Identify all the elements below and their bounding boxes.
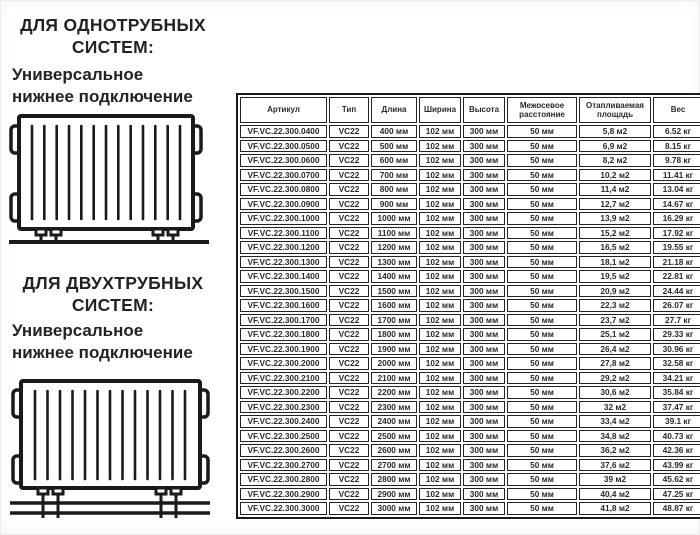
table-row	[240, 401, 700, 414]
table-cell: 2800 мм	[371, 473, 417, 486]
table-cell: 50 мм	[507, 140, 577, 153]
table-cell: 18,1 м2	[579, 256, 651, 269]
table-cell: 50 мм	[507, 502, 577, 515]
radiator-two-pipe-diagram	[8, 372, 213, 524]
table-cell: 300 мм	[463, 125, 505, 138]
table-cell: 300 мм	[463, 285, 505, 298]
table-cell: VC22	[329, 328, 369, 341]
subheading-universal-bottom-connection-2	[12, 320, 224, 364]
table-cell: 2500 мм	[371, 430, 417, 443]
table-cell: 2700 мм	[371, 459, 417, 472]
table-cell: 29.33 кг	[653, 328, 700, 341]
table-cell: 300 мм	[463, 473, 505, 486]
table-cell: VF.VC.22.300.2700	[240, 459, 327, 472]
table-cell: 300 мм	[463, 212, 505, 225]
table-cell: 50 мм	[507, 473, 577, 486]
table-cell: 102 мм	[419, 488, 461, 501]
table-row	[240, 212, 700, 225]
table-cell: 102 мм	[419, 372, 461, 385]
table-cell: 300 мм	[463, 299, 505, 312]
table-cell: 45.62 кг	[653, 473, 700, 486]
table-cell: 2600 мм	[371, 444, 417, 457]
table-cell: 300 мм	[463, 256, 505, 269]
table-cell: 50 мм	[507, 314, 577, 327]
table-row	[240, 154, 700, 167]
table-cell: 35.84 кг	[653, 386, 700, 399]
table-row	[240, 415, 700, 428]
table-cell: 102 мм	[419, 183, 461, 196]
table-cell: VF.VC.22.300.2900	[240, 488, 327, 501]
table-cell: VC22	[329, 502, 369, 515]
table-cell: VC22	[329, 270, 369, 283]
table-cell: 1000 мм	[371, 212, 417, 225]
table-cell: 2000 мм	[371, 357, 417, 370]
table-cell: 25,1 м2	[579, 328, 651, 341]
table-cell: 300 мм	[463, 183, 505, 196]
table-cell: VF.VC.22.300.2400	[240, 415, 327, 428]
heading-line: ДЛЯ ДВУХТРУБНЫХ	[22, 273, 204, 293]
table-row	[240, 270, 700, 283]
table-cell: VF.VC.22.300.1700	[240, 314, 327, 327]
table-cell: 102 мм	[419, 444, 461, 457]
table-cell: 50 мм	[507, 343, 577, 356]
table-cell: 1800 мм	[371, 328, 417, 341]
column-header-axle-distance: Межосевое расстояние	[507, 97, 577, 123]
table-cell: 8,2 м2	[579, 154, 651, 167]
table-cell: VC22	[329, 488, 369, 501]
table-cell: 16.29 кг	[653, 212, 700, 225]
table-cell: VF.VC.22.300.2000	[240, 357, 327, 370]
column-header-length: Длина	[371, 97, 417, 123]
table-cell: VC22	[329, 140, 369, 153]
table-cell: 36,2 м2	[579, 444, 651, 457]
table-cell: 102 мм	[419, 502, 461, 515]
table-cell: 102 мм	[419, 285, 461, 298]
table-row	[240, 444, 700, 457]
table-cell: 41,8 м2	[579, 502, 651, 515]
table-cell: VF.VC.22.300.0900	[240, 198, 327, 211]
table-cell: VF.VC.22.300.2600	[240, 444, 327, 457]
table-cell: 16,5 м2	[579, 241, 651, 254]
table-cell: 102 мм	[419, 270, 461, 283]
table-row	[240, 459, 700, 472]
table-cell: VF.VC.22.300.2200	[240, 386, 327, 399]
table-cell: 21.18 кг	[653, 256, 700, 269]
column-header-type: Тип	[329, 97, 369, 123]
table-cell: 300 мм	[463, 459, 505, 472]
table-cell: 300 мм	[463, 357, 505, 370]
table-cell: 30.96 кг	[653, 343, 700, 356]
table-cell: 102 мм	[419, 212, 461, 225]
table-cell: VC22	[329, 343, 369, 356]
table-cell: 300 мм	[463, 314, 505, 327]
table-cell: 102 мм	[419, 357, 461, 370]
table-cell: 300 мм	[463, 415, 505, 428]
table-cell: 300 мм	[463, 430, 505, 443]
table-cell: 50 мм	[507, 270, 577, 283]
table-cell: 27,8 м2	[579, 357, 651, 370]
table-cell: 500 мм	[371, 140, 417, 153]
table-cell: VF.VC.22.300.3000	[240, 502, 327, 515]
table-cell: 102 мм	[419, 473, 461, 486]
table-cell: 102 мм	[419, 401, 461, 414]
table-cell: 13,9 м2	[579, 212, 651, 225]
table-cell: 300 мм	[463, 169, 505, 182]
table-cell: VF.VC.22.300.2100	[240, 372, 327, 385]
table-cell: VC22	[329, 386, 369, 399]
table-cell: VC22	[329, 430, 369, 443]
table-cell: VC22	[329, 256, 369, 269]
table-cell: 50 мм	[507, 299, 577, 312]
table-cell: 50 мм	[507, 415, 577, 428]
table-cell: 400 мм	[371, 125, 417, 138]
table-cell: 43.99 кг	[653, 459, 700, 472]
radiator-spec-table	[236, 93, 700, 519]
table-cell: 2400 мм	[371, 415, 417, 428]
table-cell: 102 мм	[419, 328, 461, 341]
table-cell: 1200 мм	[371, 241, 417, 254]
table-cell: VC22	[329, 357, 369, 370]
table-cell: 300 мм	[463, 154, 505, 167]
table-cell: 50 мм	[507, 154, 577, 167]
table-cell: 1900 мм	[371, 343, 417, 356]
table-cell: VC22	[329, 154, 369, 167]
table-cell: 40.73 кг	[653, 430, 700, 443]
table-cell: VF.VC.22.300.2500	[240, 430, 327, 443]
spec-table-body	[240, 125, 700, 515]
table-cell: VF.VC.22.300.2800	[240, 473, 327, 486]
table-cell: 39 м2	[579, 473, 651, 486]
table-cell: VC22	[329, 372, 369, 385]
table-cell: 5,8 м2	[579, 125, 651, 138]
table-row	[240, 357, 700, 370]
table-cell: 300 мм	[463, 386, 505, 399]
table-cell: 22,3 м2	[579, 299, 651, 312]
table-cell: 300 мм	[463, 241, 505, 254]
subheading-line: нижнее подключение	[12, 343, 193, 363]
table-row	[240, 241, 700, 254]
table-cell: 102 мм	[419, 140, 461, 153]
table-cell: 32 м2	[579, 401, 651, 414]
table-cell: 47.25 кг	[653, 488, 700, 501]
table-cell: 50 мм	[507, 227, 577, 240]
subheading-line: Универсальное	[12, 321, 144, 340]
table-cell: 2200 мм	[371, 386, 417, 399]
table-cell: 50 мм	[507, 401, 577, 414]
table-row	[240, 430, 700, 443]
table-cell: 39.1 кг	[653, 415, 700, 428]
table-cell: 15,2 м2	[579, 227, 651, 240]
table-cell: 2100 мм	[371, 372, 417, 385]
table-cell: 900 мм	[371, 198, 417, 211]
table-cell: 50 мм	[507, 169, 577, 182]
column-header-weight: Вес	[653, 97, 700, 123]
heading-two-pipe-systems	[12, 272, 214, 317]
table-cell: 9.78 кг	[653, 154, 700, 167]
table-cell: VC22	[329, 444, 369, 457]
table-cell: 50 мм	[507, 357, 577, 370]
table-row	[240, 169, 700, 182]
table-cell: 1700 мм	[371, 314, 417, 327]
table-cell: 300 мм	[463, 372, 505, 385]
table-cell: VF.VC.22.300.0400	[240, 125, 327, 138]
table-cell: 42.36 кг	[653, 444, 700, 457]
table-cell: 50 мм	[507, 183, 577, 196]
table-cell: 19,5 м2	[579, 270, 651, 283]
table-cell: 102 мм	[419, 415, 461, 428]
table-cell: 50 мм	[507, 372, 577, 385]
column-header-heated-area: Отапливаемая площадь	[579, 97, 651, 123]
table-cell: 50 мм	[507, 459, 577, 472]
table-cell: VF.VC.22.300.2300	[240, 401, 327, 414]
table-cell: 32.58 кг	[653, 357, 700, 370]
table-cell: VC22	[329, 285, 369, 298]
table-cell: 37,6 м2	[579, 459, 651, 472]
table-cell: 300 мм	[463, 270, 505, 283]
table-cell: VF.VC.22.300.1600	[240, 299, 327, 312]
table-cell: 34,8 м2	[579, 430, 651, 443]
table-cell: 50 мм	[507, 256, 577, 269]
table-cell: 300 мм	[463, 502, 505, 515]
radiator-single-pipe-diagram	[8, 106, 213, 246]
table-cell: 800 мм	[371, 183, 417, 196]
table-cell: 6,9 м2	[579, 140, 651, 153]
table-row	[240, 299, 700, 312]
table-cell: 1300 мм	[371, 256, 417, 269]
table-cell: VC22	[329, 473, 369, 486]
table-row	[240, 386, 700, 399]
table-cell: 300 мм	[463, 401, 505, 414]
table-cell: 300 мм	[463, 488, 505, 501]
table-cell: 37.47 кг	[653, 401, 700, 414]
table-cell: 102 мм	[419, 227, 461, 240]
table-cell: VC22	[329, 459, 369, 472]
table-cell: 50 мм	[507, 212, 577, 225]
table-cell: VC22	[329, 183, 369, 196]
subheading-line: Универсальное	[12, 65, 144, 84]
table-cell: 48.87 кг	[653, 502, 700, 515]
table-cell: 6.52 кг	[653, 125, 700, 138]
table-cell: VF.VC.22.300.1800	[240, 328, 327, 341]
table-cell: 300 мм	[463, 328, 505, 341]
table-cell: 102 мм	[419, 343, 461, 356]
table-cell: 300 мм	[463, 343, 505, 356]
heading-line: СИСТЕМ:	[71, 37, 155, 58]
table-cell: VF.VC.22.300.0500	[240, 140, 327, 153]
table-cell: 1100 мм	[371, 227, 417, 240]
column-header-height: Высота	[463, 97, 505, 123]
table-cell: 2300 мм	[371, 401, 417, 414]
table-cell: VC22	[329, 415, 369, 428]
table-cell: 50 мм	[507, 285, 577, 298]
table-cell: 102 мм	[419, 154, 461, 167]
table-cell: 26.07 кг	[653, 299, 700, 312]
table-cell: 50 мм	[507, 386, 577, 399]
table-cell: VF.VC.22.300.1200	[240, 241, 327, 254]
table-cell: 102 мм	[419, 386, 461, 399]
table-cell: 40,4 м2	[579, 488, 651, 501]
table-cell: VC22	[329, 227, 369, 240]
table-cell: 10,2 м2	[579, 169, 651, 182]
table-cell: 102 мм	[419, 314, 461, 327]
table-cell: 11,4 м2	[579, 183, 651, 196]
table-cell: 50 мм	[507, 430, 577, 443]
table-cell: 102 мм	[419, 430, 461, 443]
table-cell: 102 мм	[419, 459, 461, 472]
table-cell: 22.81 кг	[653, 270, 700, 283]
table-row	[240, 140, 700, 153]
spec-table-container	[236, 93, 694, 519]
column-header-width: Ширина	[419, 97, 461, 123]
table-cell: VC22	[329, 314, 369, 327]
table-cell: 102 мм	[419, 125, 461, 138]
table-cell: 2900 мм	[371, 488, 417, 501]
table-cell: 14.67 кг	[653, 198, 700, 211]
table-row	[240, 285, 700, 298]
table-row	[240, 125, 700, 138]
table-row	[240, 314, 700, 327]
table-row	[240, 502, 700, 515]
table-cell: 24.44 кг	[653, 285, 700, 298]
table-cell: VF.VC.22.300.0800	[240, 183, 327, 196]
table-cell: 300 мм	[463, 227, 505, 240]
table-cell: 1600 мм	[371, 299, 417, 312]
table-cell: VC22	[329, 198, 369, 211]
table-cell: 23,7 м2	[579, 314, 651, 327]
table-cell: VC22	[329, 401, 369, 414]
table-cell: 33,4 м2	[579, 415, 651, 428]
table-cell: VF.VC.22.300.1900	[240, 343, 327, 356]
table-row	[240, 473, 700, 486]
table-cell: 50 мм	[507, 198, 577, 211]
table-cell: 3000 мм	[371, 502, 417, 515]
table-cell: VF.VC.22.300.0600	[240, 154, 327, 167]
table-cell: 600 мм	[371, 154, 417, 167]
table-cell: 27.7 кг	[653, 314, 700, 327]
table-cell: VF.VC.22.300.1300	[240, 256, 327, 269]
subheading-line: нижнее подключение	[12, 87, 193, 107]
table-cell: 50 мм	[507, 488, 577, 501]
table-cell: VC22	[329, 125, 369, 138]
table-cell: VF.VC.22.300.1000	[240, 212, 327, 225]
table-row	[240, 343, 700, 356]
heading-line: СИСТЕМ:	[71, 295, 155, 316]
table-cell: 20,9 м2	[579, 285, 651, 298]
column-header-article: Артикул	[240, 97, 327, 123]
table-cell: 102 мм	[419, 299, 461, 312]
table-header	[240, 97, 700, 123]
table-cell: VC22	[329, 299, 369, 312]
table-cell: 50 мм	[507, 241, 577, 254]
table-cell: 17.92 кг	[653, 227, 700, 240]
table-cell: 26,4 м2	[579, 343, 651, 356]
heading-single-pipe-systems	[12, 14, 214, 59]
table-cell: 102 мм	[419, 198, 461, 211]
table-cell: VC22	[329, 241, 369, 254]
table-cell: 102 мм	[419, 241, 461, 254]
table-cell: 19.55 кг	[653, 241, 700, 254]
table-cell: 300 мм	[463, 444, 505, 457]
table-cell: 8.15 кг	[653, 140, 700, 153]
table-cell: 13.04 кг	[653, 183, 700, 196]
table-cell: VC22	[329, 212, 369, 225]
table-cell: VF.VC.22.300.1500	[240, 285, 327, 298]
table-row	[240, 256, 700, 269]
table-cell: 700 мм	[371, 169, 417, 182]
table-cell: 34.21 кг	[653, 372, 700, 385]
table-row	[240, 183, 700, 196]
table-cell: 102 мм	[419, 169, 461, 182]
table-row	[240, 488, 700, 501]
table-cell: 1500 мм	[371, 285, 417, 298]
table-cell: 50 мм	[507, 328, 577, 341]
table-cell: 11.41 кг	[653, 169, 700, 182]
table-cell: 300 мм	[463, 140, 505, 153]
table-row	[240, 328, 700, 341]
table-cell: 50 мм	[507, 125, 577, 138]
table-cell: 102 мм	[419, 256, 461, 269]
table-cell: 1400 мм	[371, 270, 417, 283]
table-row	[240, 372, 700, 385]
table-cell: 12,7 м2	[579, 198, 651, 211]
table-row	[240, 227, 700, 240]
table-cell: 300 мм	[463, 198, 505, 211]
table-cell: 50 мм	[507, 444, 577, 457]
table-cell: 29,2 м2	[579, 372, 651, 385]
table-cell: VF.VC.22.300.1100	[240, 227, 327, 240]
table-row	[240, 198, 700, 211]
heading-line: ДЛЯ ОДНОТРУБНЫХ	[20, 15, 206, 35]
table-header-row	[240, 97, 700, 123]
subheading-universal-bottom-connection-1	[12, 64, 224, 108]
table-cell: VF.VC.22.300.1400	[240, 270, 327, 283]
table-cell: VC22	[329, 169, 369, 182]
table-cell: 30,6 м2	[579, 386, 651, 399]
table-cell: VF.VC.22.300.0700	[240, 169, 327, 182]
